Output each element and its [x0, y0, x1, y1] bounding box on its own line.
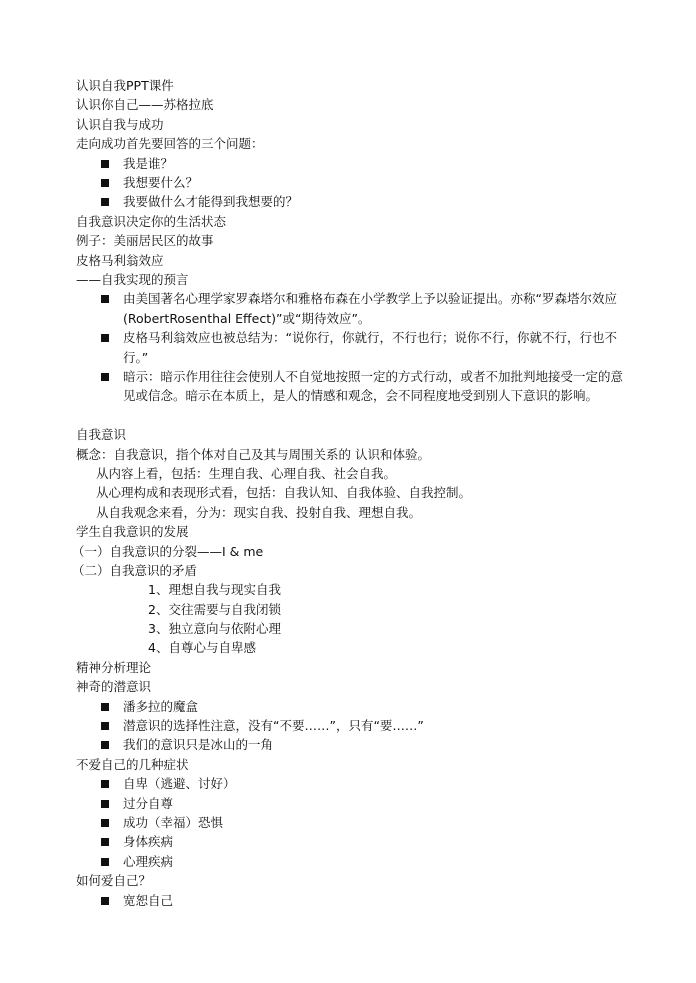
list-item-text: 皮格马利翁效应也被总结为：“说你行，你就行，不行也行；说你不行，你就不行，行也不行。” [123, 330, 617, 365]
text-line: 认识自我与成功 [76, 116, 164, 132]
square-bullet-icon [101, 179, 109, 187]
list-item [76, 735, 636, 754]
text-line: （一）自我意识的分裂——I & me [72, 543, 264, 559]
square-bullet-icon [101, 334, 109, 342]
text-line: 皮格马利翁效应 [76, 252, 164, 268]
list-item-text: 我是谁？ [123, 155, 174, 171]
list-item [76, 852, 636, 871]
list-item [76, 697, 636, 716]
square-bullet-icon [101, 819, 109, 827]
text-line: 认识你自己——苏格拉底 [76, 97, 214, 113]
pygmalion-list [76, 289, 636, 405]
list-item-text: 心理疾病 [123, 853, 174, 869]
list-item [76, 192, 636, 211]
numbered-item: 4、自尊心与自卑感 [148, 640, 256, 656]
symptoms-list [76, 774, 636, 871]
list-item-text: 我们的意识只是冰山的一角 [123, 737, 274, 753]
list-item-text: 潘多拉的魔盒 [123, 698, 199, 714]
numbered-item: 3、独立意向与依附心理 [148, 621, 281, 637]
square-bullet-icon [101, 741, 109, 749]
list-item [76, 289, 636, 328]
text-line: 自我意识决定你的生活状态 [76, 213, 227, 229]
list-item-text: 我要做什么才能得到我想要的？ [123, 194, 299, 210]
subconscious-list [76, 697, 636, 755]
square-bullet-icon [101, 780, 109, 788]
square-bullet-icon [101, 160, 109, 168]
document-body [72, 76, 636, 910]
section-heading: 如何爱自己？ [76, 873, 152, 889]
list-item-text: 我想要什么？ [123, 174, 199, 190]
list-item [76, 154, 636, 173]
section-heading: 不爱自己的几种症状 [76, 756, 189, 772]
square-bullet-icon [101, 722, 109, 730]
square-bullet-icon [101, 897, 109, 905]
list-item [76, 813, 636, 832]
list-item-text: 成功（幸福）恐惧 [123, 815, 224, 831]
section-heading: 学生自我意识的发展 [76, 524, 189, 540]
list-item [76, 794, 636, 813]
list-item [76, 891, 636, 910]
text-line: 走向成功首先要回答的三个问题： [76, 136, 264, 152]
spacer [76, 406, 636, 425]
text-line: （二）自我意识的矛盾 [72, 562, 198, 578]
text-line: 从心理构成和表现形式看，包括：自我认知、自我体验、自我控制。 [96, 485, 472, 501]
list-item-text: 宽恕自己 [123, 892, 174, 908]
list-item [76, 716, 636, 735]
numbered-item: 1、理想自我与现实自我 [148, 582, 281, 598]
text-line: ——自我实现的预言 [76, 271, 189, 287]
list-item-text: 潜意识的选择性注意，没有“不要……”，只有“要……” [123, 718, 424, 734]
section-heading: 自我意识 [76, 427, 127, 443]
text-line: 概念：自我意识，指个体对自己及其与周围关系的 认识和体验。 [76, 446, 430, 462]
square-bullet-icon [101, 838, 109, 846]
square-bullet-icon [101, 373, 109, 381]
text-line: 从自我观念来看，分为：现实自我、投射自我、理想自我。 [96, 504, 422, 520]
section-heading: 神奇的潜意识 [76, 679, 152, 695]
list-item [76, 173, 636, 192]
text-line: 从内容上看，包括：生理自我、心理自我、社会自我。 [96, 465, 397, 481]
list-item-text: 由美国著名心理学家罗森塔尔和雅格布森在小学教学上予以验证提出。亦称“罗森塔尔效应(RobertRosenthal Effect)”或“期待效应”。 [123, 291, 617, 326]
square-bullet-icon [101, 703, 109, 711]
list-item-text: 身体疾病 [123, 834, 174, 850]
section-heading: 精神分析理论 [76, 659, 152, 675]
numbered-item: 2、交往需要与自我闭锁 [148, 601, 281, 617]
text-line: 例子：美丽居民区的故事 [76, 233, 214, 249]
list-item [76, 832, 636, 851]
list-item [76, 774, 636, 793]
list-item-text: 过分自尊 [123, 795, 174, 811]
list-item-text: 暗示：暗示作用往往会使别人不自觉地按照一定的方式行动，或者不加批判地接受一定的意见或信念。暗示在本质上，是人的情感和观念，会不同程度地受到别人下意识的影响。 [123, 368, 624, 404]
square-bullet-icon [101, 295, 109, 303]
square-bullet-icon [101, 198, 109, 206]
document-title: 认识自我PPT课件 [76, 78, 174, 93]
square-bullet-icon [101, 800, 109, 808]
list-item [76, 328, 636, 367]
list-item [76, 367, 636, 406]
love-list [76, 891, 636, 910]
list-item-text: 自卑（逃避、讨好） [123, 776, 236, 792]
questions-list [76, 154, 636, 212]
square-bullet-icon [101, 858, 109, 866]
